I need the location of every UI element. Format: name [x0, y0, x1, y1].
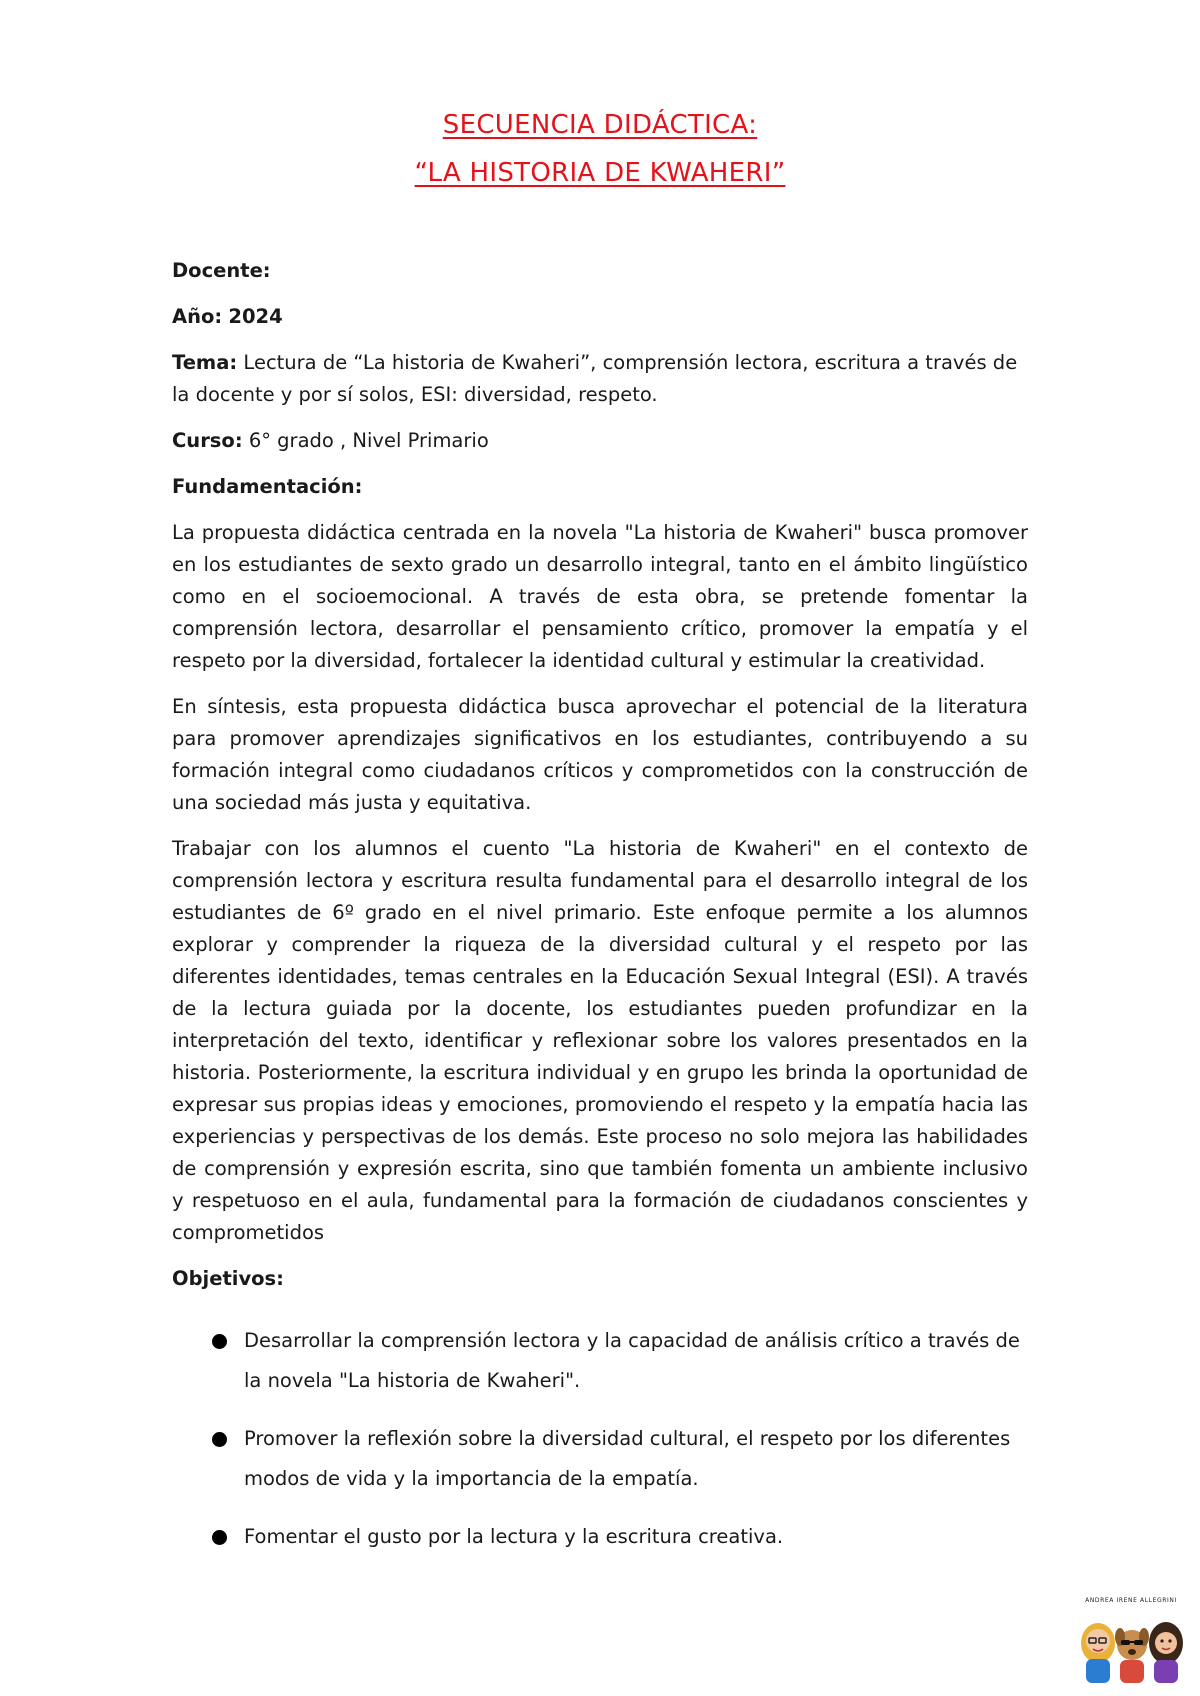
curso-value: 6° grado , Nivel Primario: [248, 429, 489, 452]
document-body: [172, 255, 1028, 1575]
curso-field: [172, 425, 1028, 457]
objetivo-item: [172, 1419, 1028, 1499]
fundamentacion-heading: Fundamentación:: [172, 475, 363, 498]
title-line-2: “LA HISTORIA DE KWAHERI”: [414, 158, 786, 188]
docente-label: Docente:: [172, 259, 271, 282]
title-line-1: SECUENCIA DIDÁCTICA:: [442, 110, 758, 140]
cartoon-characters-icon: [1076, 1597, 1186, 1685]
docente-field: [172, 255, 1028, 287]
fundamentacion-paragraph-1: La propuesta didáctica centrada en la novela "La historia de Kwaheri" busca promover en los estudiantes de sexto grado un desarrollo integral, tanto en el ámbito lingüístico como en el socioemocional. A través de esta obra, se pretende fomentar la comprensión lectora, desarrollar el pensamiento crítico, promover la empatía y el respeto por la diversidad, fortalecer la identidad cultural y estimular la creatividad.: [172, 521, 1028, 672]
stamp-text: ANDREA IRENE ALLEGRINI: [1085, 1597, 1177, 1604]
anio-field: [172, 301, 1028, 333]
objetivo-item: [172, 1517, 1028, 1557]
bullet-icon: [212, 1530, 227, 1545]
author-stamp: [1076, 1597, 1186, 1685]
fundamentacion-paragraph-2: En síntesis, esta propuesta didáctica busca aprovechar el potencial de la literatura para promover aprendizajes significativos en los estudiantes, contribuyendo a su formación integral como ciudadanos críticos y comprometidos con la construcción de una sociedad más justa y equitativa.: [172, 695, 1028, 814]
objetivo-item: [172, 1321, 1028, 1401]
objetivo-text: Desarrollar la comprensión lectora y la capacidad de análisis crítico a través de la novela "La historia de Kwaheri".: [244, 1329, 1020, 1392]
fundamentacion-paragraph-3: Trabajar con los alumnos el cuento "La historia de Kwaheri" en el contexto de comprensión lectora y escritura resulta fundamental para el desarrollo integral de los estudiantes de 6º grado en el nivel primario. Este enfoque permite a los alumnos explorar y comprender la riqueza de la diversidad cultural y el respeto por las diferentes identidades, temas centrales en la Educación Sexual Integral (ESI). A través de la lectura guiada por la docente, los estudiantes pueden profundizar en la interpretación del texto, identificar y reflexionar sobre los valores presentados en la historia. Posteriormente, la escritura individual y en grupo les brinda la oportunidad de expresar sus propias ideas y emociones, promoviendo el respeto y la empatía hacia las experiencias y perspectivas de los demás. Este proceso no solo mejora las habilidades de comprensión y expresión escrita, sino que también fomenta un ambiente inclusivo y respetuoso en el aula, fundamental para la formación de ciudadanos conscientes y comprometidos: [172, 837, 1028, 1244]
anio-label: Año:: [172, 305, 223, 328]
bullet-icon: [212, 1432, 227, 1447]
curso-label: Curso:: [172, 429, 243, 452]
tema-value: Lectura de “La historia de Kwaheri”, comprensión lectora, escritura a través de la docente y por sí solos, ESI: diversidad, respeto.: [172, 351, 1018, 406]
tema-field: [172, 347, 1028, 411]
tema-label: Tema:: [172, 351, 238, 374]
objetivo-text: Fomentar el gusto por la lectura y la escritura creativa.: [244, 1525, 784, 1548]
anio-value: 2024: [228, 305, 283, 328]
objetivos-heading: Objetivos:: [172, 1267, 284, 1290]
objetivo-text: Promover la reflexión sobre la diversidad cultural, el respeto por los diferentes modos de vida y la importancia de la empatía.: [244, 1427, 1011, 1490]
bullet-icon: [212, 1334, 227, 1349]
objetivos-list: [172, 1321, 1028, 1557]
